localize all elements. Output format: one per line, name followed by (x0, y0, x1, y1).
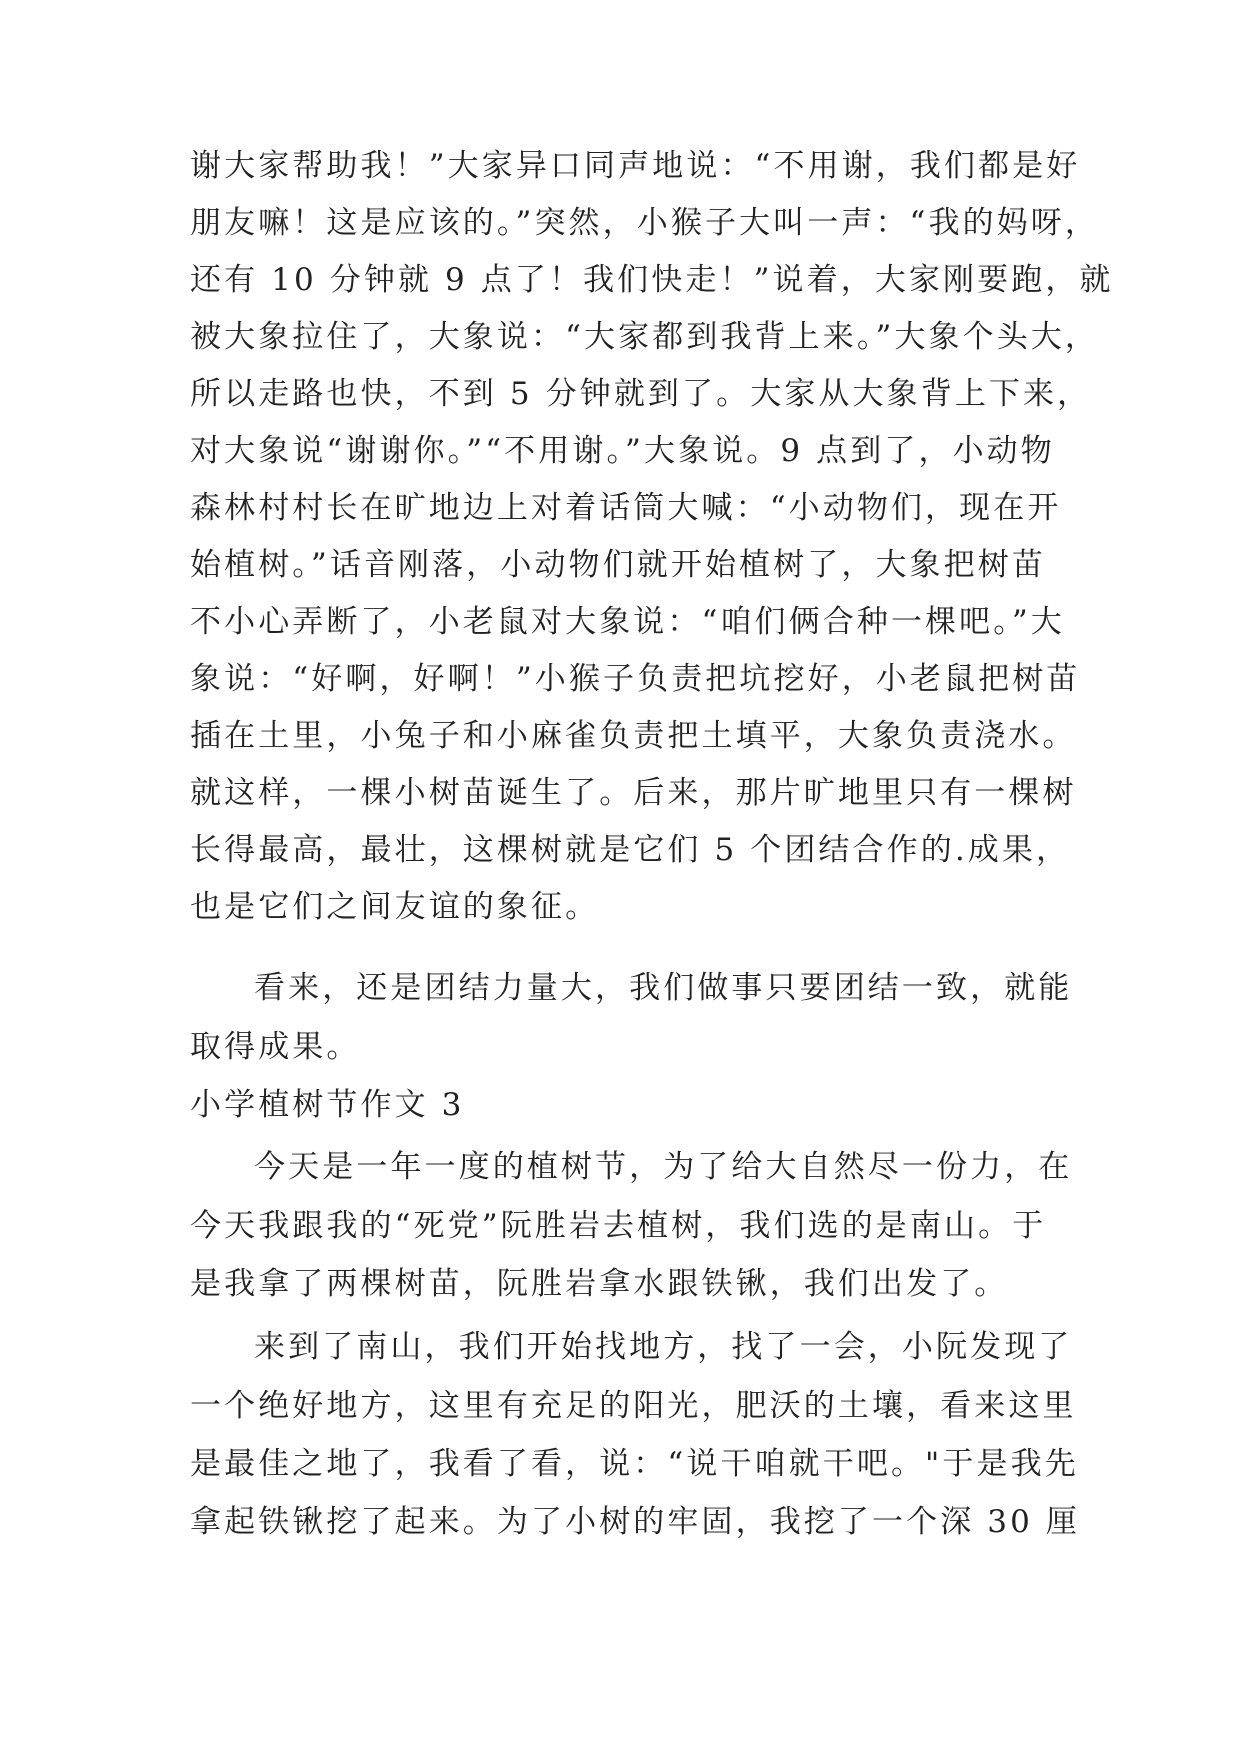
text-line: 不小心弄断了，小老鼠对大象说：“咱们俩合种一棵吧。”大 (190, 604, 1065, 640)
paragraph-first-line: 今天是一年一度的植树节，为了给大自然尽一份力，在 (254, 1149, 1073, 1185)
text-line: 就这样，一棵小树苗诞生了。后来，那片旷地里只有一棵树 (190, 775, 1077, 811)
text-line: 还有 10 分钟就 9 点了！我们快走！”说着，大家刚要跑，就 (190, 262, 1114, 298)
text-line: 森林村村长在旷地边上对着话筒大喊：“小动物们，现在开 (190, 490, 1062, 526)
text-line: 始植树。”话音刚落，小动物们就开始植树了，大象把树苗 (190, 547, 1046, 583)
section-heading: 小学植树节作文 3 (190, 1087, 465, 1123)
text-line: 也是它们之间友谊的象征。 (190, 889, 600, 925)
text-line: 一个绝好地方，这里有充足的阳光，肥沃的土壤，看来这里 (190, 1388, 1077, 1424)
text-line: 是我拿了两棵树苗，阮胜岩拿水跟铁锹，我们出发了。 (190, 1266, 1009, 1302)
text-line: 被大象拉住了，大象说：“大家都到我背上来。”大象个头大， (190, 319, 1099, 355)
text-line: 象说：“好啊，好啊！”小猴子负责把坑挖好，小老鼠把树苗 (190, 661, 1081, 697)
text-line: 所以走路也快，不到 5 分钟就到了。大家从大象背上下来， (190, 376, 1092, 412)
text-line: 取得成果。 (190, 1029, 361, 1065)
text-line: 对大象说“谢谢你。”“不用谢。”大象说。9 点到了，小动物 (190, 433, 1055, 469)
text-line: 长得最高，最壮，这棵树就是它们 5 个团结合作的.成果， (190, 832, 1071, 868)
paragraph-first-line: 来到了南山，我们开始找地方，找了一会，小阮发现了 (254, 1329, 1073, 1365)
text-line: 谢大家帮助我！”大家异口同声地说：“不用谢，我们都是好 (190, 148, 1081, 184)
paragraph-first-line: 看来，还是团结力量大，我们做事只要团结一致，就能 (254, 970, 1073, 1006)
text-line: 朋友嘛！这是应该的。”突然，小猴子大叫一声：“我的妈呀， (190, 205, 1099, 241)
text-line: 拿起铁锹挖了起来。为了小树的牢固，我挖了一个深 30 厘 (190, 1504, 1080, 1540)
text-line: 今天我跟我的“死党”阮胜岩去植树，我们选的是南山。于 (190, 1208, 1047, 1244)
text-line: 插在土里，小兔子和小麻雀负责把土填平，大象负责浇水。 (190, 718, 1077, 754)
text-line: 是最佳之地了，我看了看，说：“说干咱就干吧。"于是我先 (190, 1446, 1079, 1482)
